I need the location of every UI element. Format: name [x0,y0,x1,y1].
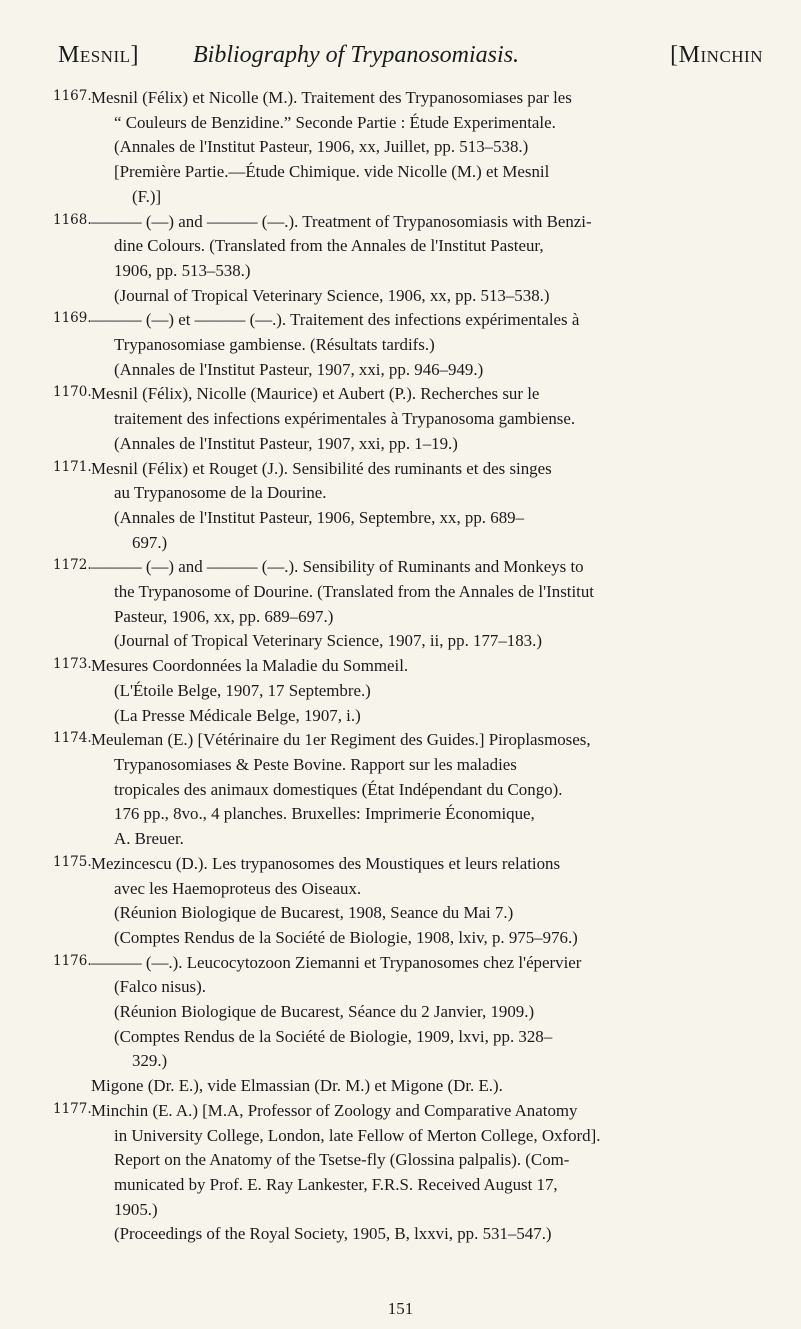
bibliography-entry [0,852,801,951]
bibliography-entry [0,728,801,852]
entry-line: traitement des infections expérimentales à Trypanosoma gambiense. [114,409,576,429]
entry-line: (Annales de l'Institut Pasteur, 1907, xxi, pp. 1–19.) [114,433,458,453]
entry-number: 1177. [53,1100,92,1117]
entry-list [0,86,801,1247]
bibliography-entry [0,308,801,382]
entry-line: A. Breuer. [114,829,184,849]
entry-line: au Trypanosome de la Dourine. [114,483,327,503]
entry-number: 1171. [53,458,92,475]
entry-number: 1175. [53,853,92,870]
entry-line: 1906, pp. 513–538.) [114,260,251,280]
entry-line: tropicales des animaux domestiques (État Indépendant du Congo). [114,779,563,799]
entry-line: Mesnil (Félix) et Nicolle (M.). Traitement des Trypanosomiases par les [91,88,572,107]
entry-line: 329.) [132,1051,168,1071]
entry-line: [Première Partie.—Étude Chimique. vide Nicolle (M.) et Mesnil [114,162,550,182]
entry-line: Mesures Coordonnées la Maladie du Sommeil. [91,656,409,676]
bibliography-entry [0,555,801,654]
page-number: 151 [387,1299,414,1318]
entry-line: Minchin (E. A.) [M.A, Professor of Zoology and Comparative Anatomy [91,1100,578,1120]
entry-line: ——— (—.). Leucocytozoon Ziemanni et Trypanosomes chez l'épervier [91,952,582,972]
entry-number: 1174. [53,730,92,747]
entry-line: (F.)] [132,186,162,206]
entry-line: Meuleman (E.) [Vétérinaire du 1er Regiment des Guides.] Piroplasmoses, [91,730,591,750]
header-right: [Minchin [670,42,763,68]
entry-line: in University College, London, late Fellow of Merton College, Oxford]. [114,1125,601,1145]
entry-number: 1168. [53,211,92,228]
entry-line: municated by Prof. E. Ray Lankester, F.R.S. Received August 17, [114,1174,558,1194]
entry-line: avec les Haemoproteus des Oiseaux. [114,878,362,898]
bibliography-entry [0,654,801,728]
bibliography-entry [0,382,801,456]
entry-line: Report on the Anatomy of the Tsetse-fly (Glossina palpalis). (Com- [114,1150,570,1170]
entry-line: Trypanosomiases & Peste Bovine. Rapport sur les maladies [114,754,517,774]
entry-line: ——— (—) et ——— (—.). Traitement des infections expérimentales à [91,310,580,330]
entry-number: 1169. [53,310,92,327]
entry-line: (Journal of Tropical Veterinary Science, 1907, ii, pp. 177–183.) [114,631,542,651]
bibliography-entry [0,1074,801,1099]
entry-number: 1173. [53,656,92,673]
entry-number: 1172. [53,557,92,574]
bibliography-entry [0,457,801,556]
entry-line: the Trypanosome of Dourine. (Translated from the Annales de l'Institut [114,582,594,602]
bibliography-entry [0,1099,801,1247]
bibliography-entry [0,210,801,309]
entry-line: (La Presse Médicale Belge, 1907, i.) [114,705,361,725]
bibliography-entry [0,951,801,1075]
entry-line: (Falco nisus). [114,977,206,997]
entry-line: ——— (—) and ——— (—.). Sensibility of Ruminants and Monkeys to [91,557,584,577]
bibliography-entry [0,86,801,210]
entry-line: Mesnil (Félix) et Rouget (J.). Sensibilité des ruminants et des singes [91,458,552,478]
entry-line: 1905.) [114,1199,158,1219]
entry-line: Mezincescu (D.). Les trypanosomes des Moustiques et leurs relations [91,853,561,873]
entry-line: “ Couleurs de Benzidine.” Seconde Partie : Étude Experimentale. [114,112,556,132]
entry-line: (Annales de l'Institut Pasteur, 1906, Septembre, xx, pp. 689– [114,507,525,527]
entry-line: Pasteur, 1906, xx, pp. 689–697.) [114,606,334,626]
entry-line: (Annales de l'Institut Pasteur, 1907, xxi, pp. 946–949.) [114,359,484,379]
entry-number: 1167. [53,88,92,104]
entry-line: Migone (Dr. E.), vide Elmassian (Dr. M.) et Migone (Dr. E.). [91,1076,503,1096]
entry-line: ——— (—) and ——— (—.). Treatment of Trypanosomiasis with Benzi- [91,211,592,231]
entry-line: (L'Étoile Belge, 1907, 17 Septembre.) [114,680,371,700]
entry-line: (Comptes Rendus de la Société de Biologie, 1909, lxvi, pp. 328– [114,1026,553,1046]
entry-line: (Journal of Tropical Veterinary Science, 1906, xx, pp. 513–538.) [114,285,550,305]
entry-line: Trypanosomiase gambiense. (Résultats tardifs.) [114,335,435,355]
entry-line: (Réunion Biologique de Bucarest, Séance du 2 Janvier, 1909.) [114,1002,535,1022]
entry-number: 1176. [53,952,92,969]
entry-line: (Proceedings of the Royal Society, 1905, B, lxxvi, pp. 531–547.) [114,1224,552,1244]
entry-line: dine Colours. (Translated from the Annales de l'Institut Pasteur, [114,236,544,256]
entry-line: 697.) [132,532,168,552]
entry-number: 1170. [53,384,92,401]
entry-line: (Réunion Biologique de Bucarest, 1908, Seance du Mai 7.) [114,903,514,923]
header-title: Bibliography of Trypanosomiasis. [193,42,520,68]
entry-line: Mesnil (Félix), Nicolle (Maurice) et Aubert (P.). Recherches sur le [91,384,540,404]
header-left: Mesnil] [58,42,139,68]
entry-line: (Annales de l'Institut Pasteur, 1906, xx, Juillet, pp. 513–538.) [114,137,529,157]
entry-line: 176 pp., 8vo., 4 planches. Bruxelles: Imprimerie Économique, [114,804,535,824]
entry-line: (Comptes Rendus de la Société de Biologie, 1908, lxiv, p. 975–976.) [114,927,578,947]
